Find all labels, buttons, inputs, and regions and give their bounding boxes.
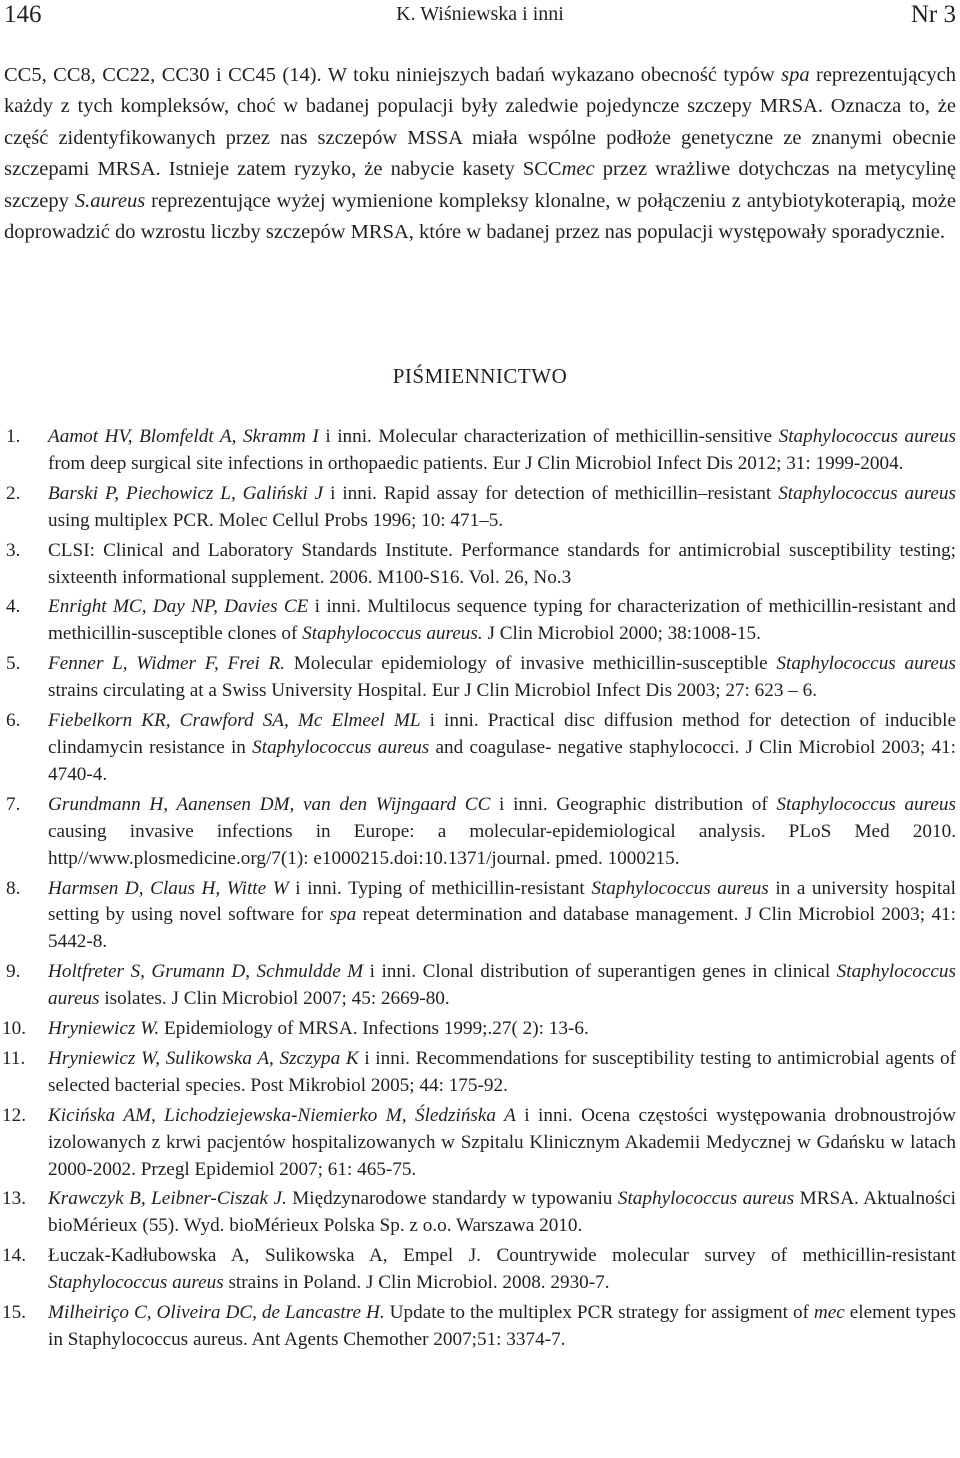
italic-run: Staphylococcus aureus — [617, 1188, 795, 1210]
issue-number: Nr 3 — [910, 1, 956, 28]
text-run: Geographic distribution of — [547, 793, 777, 815]
body-text — [4, 60, 956, 248]
text-run: Epidemiology of MRSA. Infections 1999;.27( 2): 13-6. — [159, 1018, 589, 1040]
reference-item — [0, 1103, 956, 1184]
running-header — [0, 0, 960, 40]
reference-et-al: i inni. — [490, 793, 548, 815]
reference-number: 6. — [6, 710, 21, 732]
reference-authors: Fenner L, Widmer F, Frei R. — [48, 653, 286, 675]
text-run: in a university hospital setting by using novel software for — [48, 877, 957, 926]
reference-authors: Aamot HV, Blomfeldt A, Skramm I — [48, 426, 319, 447]
text-run: Molecular characterization of methicillin-sensitive — [371, 426, 779, 447]
running-authors: K. Wiśniewska i inni — [396, 3, 564, 25]
reference-number: 10. — [2, 1018, 26, 1040]
reference-item — [0, 708, 956, 789]
reference-item — [0, 876, 956, 957]
reference-authors: Harmsen D, Claus H, Witte W — [48, 877, 289, 899]
text-run: element types in Staphylococcus aureus. Ant Agents Chemother 2007;51: 3374-7. — [48, 1302, 956, 1350]
reference-et-al: i inni. — [318, 426, 372, 447]
reference-et-al: i inni. — [323, 482, 377, 504]
reference-authors: Holtfreter S, Grumann D, Schmuldde M — [48, 961, 364, 983]
reference-authors: Grundmann H, Aanensen DM, van den Wijngaard CC — [48, 793, 491, 815]
reference-number: 15. — [2, 1302, 26, 1324]
reference-authors: Kicińska AM, Lichodziejewska-Niemierko M, Śledzińska A — [48, 1104, 516, 1126]
page-number: 146 — [4, 1, 42, 28]
text-run: Clonal distribution of superantigen genes in clinical — [416, 961, 837, 983]
italic-run: Staphylococcus aureus — [776, 793, 956, 815]
italic-run: mec — [561, 158, 595, 181]
reference-authors: Fiebelkorn KR, Crawford SA, Mc Elmeel ML — [48, 710, 421, 732]
reference-number: 11. — [2, 1047, 26, 1069]
reference-et-al: i inni. — [358, 1047, 410, 1069]
reference-item — [0, 1046, 956, 1100]
text-run: Rapid assay for detection of methicillin–resistant — [376, 482, 779, 504]
reference-item — [0, 651, 956, 705]
text-run: Międzynarodowe standardy w typowaniu — [286, 1188, 618, 1210]
reference-item — [0, 481, 956, 535]
text-run: Ocena częstości występowania drobnoustrojów izolowanych z krwi pacjentów hospitalizowanych w Szpitalu Klinicznym Akademii Medycznej w Gdańsku w latach 2000-2002. Przegl Epidemiol 2007; 61: 465-75. — [48, 1104, 956, 1180]
italic-run: Staphylococcus aureus — [776, 653, 956, 675]
text-run: strains circulating at a Swiss University Hospital. Eur J Clin Microbiol Infect Dis 2003; 27: 623 – 6. — [48, 680, 818, 702]
text-run: from deep surgical site infections in orthopaedic patients. Eur J Clin Microbiol Infect Dis 2012; 31: 1999-2004. — [48, 452, 904, 474]
reference-item — [0, 594, 956, 648]
text-run: Update to the multiplex PCR strategy for assigment of — [384, 1302, 814, 1324]
reference-item — [0, 1186, 956, 1240]
reference-number: 3. — [6, 539, 21, 561]
text-run: using multiplex PCR. Molec Cellul Probs 1996; 10: 471–5. — [48, 509, 504, 531]
reference-authors: Hryniewicz W, Sulikowska A, Szczypa K — [48, 1047, 359, 1069]
reference-item — [0, 1300, 956, 1354]
reference-et-al: i inni. — [420, 710, 479, 732]
text-run: Typing of methicillin-resistant — [341, 877, 592, 899]
reference-number: 4. — [6, 596, 21, 618]
reference-number: 7. — [6, 793, 21, 815]
text-run: CC5, CC8, CC22, CC30 i CC45 (14). W toku niniejszych badań wykazano obecność typów — [4, 64, 782, 86]
reference-item — [0, 1243, 956, 1297]
text-run: reprezentujących każdy z tych kompleksów, choć w badanej populacji były zaledwie pojedyncze szczepy MRSA. Oznacza to, że część zidentyfikowanych przez nas szczepów MSSA miała wspólne podłoże genetyczne ze znanymi obecnie szczepami MRSA. Istnieje zatem ryzyko, że nabycie kasety SCC — [4, 64, 956, 181]
text-run: Molecular epidemiology of invasive methicillin-susceptible — [285, 653, 777, 675]
reference-authors: Enright MC, Day NP, Davies CE — [48, 596, 309, 618]
text-run: MRSA. Aktualności bioMérieux (55). Wyd. bioMérieux Polska Sp. z o.o. Warszawa 2010. — [48, 1188, 956, 1237]
reference-authors: Krawczyk B, Leibner-Ciszak J. — [48, 1188, 287, 1210]
reference-item — [0, 792, 956, 873]
text-run: strains in Poland. J Clin Microbiol. 2008. 2930-7. — [223, 1272, 610, 1294]
text-run: causing invasive infections in Europe: a molecular-epidemiological analysis. PLoS Med 2010. http//www.plosmedicine.org/7(1): e1000215.doi:10.1371/journal. pmed. 1000215. — [48, 820, 956, 869]
reference-et-al: i inni. — [308, 596, 361, 618]
text-run: CLSI: Clinical and Laboratory Standards Institute. Performance standards for antimicrobial susceptibility testing; sixteenth informational supplement. 2006. M100-S16. Vol. 26, No.3 — [48, 539, 956, 588]
reference-number: 9. — [6, 961, 21, 983]
text-run: Practical disc diffusion method for detection of inducible clindamycin resistance in — [48, 710, 957, 758]
text-run: Multilocus sequence typing for characterization of methicillin-resistant and methicillin-susceptible clones of — [48, 596, 956, 645]
reference-number: 13. — [2, 1188, 26, 1210]
reference-et-al: i inni. — [515, 1104, 573, 1126]
italic-run: S.aureus — [74, 189, 146, 212]
text-run: reprezentujące wyżej wymienione kompleksy klonalne, w połączeniu z antybiotykoterapią, może doprowadzić do wzrostu liczby szczepów MRSA, które w badanej przez nas populacji występowały sporadycznie. — [4, 189, 956, 244]
reference-number: 12. — [2, 1104, 26, 1126]
reference-authors: Milheiriço C, Oliveira DC, de Lancastre H. — [48, 1302, 385, 1324]
body-paragraph — [4, 60, 956, 248]
italic-run: Staphylococcus aureus — [48, 1272, 224, 1294]
italic-run: Staphylococcus aureus — [778, 482, 956, 504]
reference-authors: Hryniewicz W. — [48, 1018, 160, 1040]
reference-number: 14. — [2, 1245, 26, 1267]
reference-et-al: i inni. — [363, 961, 417, 983]
reference-item — [0, 1016, 956, 1043]
italic-run: Staphylococcus aureus — [48, 961, 956, 1010]
reference-number: 8. — [6, 877, 21, 899]
text-run: and coagulase- negative staphylococci. J Clin Microbiol 2003; 41: 4740-4. — [48, 736, 956, 785]
italic-run: Staphylococcus aureus — [778, 426, 957, 447]
text-run: przez wrażliwe dotychczas na metycylinę szczepy — [4, 158, 957, 212]
reference-list — [0, 424, 956, 1357]
italic-run: spa — [329, 904, 357, 926]
italic-run: Staphylococcus aureus — [252, 736, 430, 758]
reference-number: 1. — [6, 426, 21, 447]
text-run: Recommendations for susceptibility testing to antimicrobial agents of selected bacterial species. Post Mikrobiol 2005; 44: 175-92. — [48, 1047, 956, 1096]
reference-item — [0, 959, 956, 1013]
reference-number: 5. — [6, 653, 21, 675]
text-run: Łuczak-Kadłubowska A, Sulikowska A, Empel J. Countrywide molecular survey of methicillin-resistant — [48, 1245, 956, 1267]
reference-number: 2. — [6, 482, 21, 504]
italic-run: Staphylococcus aureus. — [302, 623, 483, 645]
reference-et-al: i inni. — [288, 877, 342, 899]
reference-authors: Barski P, Piechowicz L, Galiński J — [48, 482, 324, 504]
text-run: repeat determination and database management. J Clin Microbiol 2003; 41: 5442-8. — [48, 904, 956, 953]
reference-item — [0, 424, 956, 478]
section-title: PIŚMIENNICTWO — [392, 364, 568, 388]
italic-run: spa — [781, 64, 810, 86]
italic-run: mec — [813, 1302, 845, 1324]
text-run: J Clin Microbiol 2000; 38:1008-15. — [482, 623, 761, 645]
text-run: isolates. J Clin Microbiol 2007; 45: 2669-80. — [99, 988, 450, 1010]
reference-item — [0, 538, 956, 592]
italic-run: Staphylococcus aureus — [591, 877, 769, 899]
